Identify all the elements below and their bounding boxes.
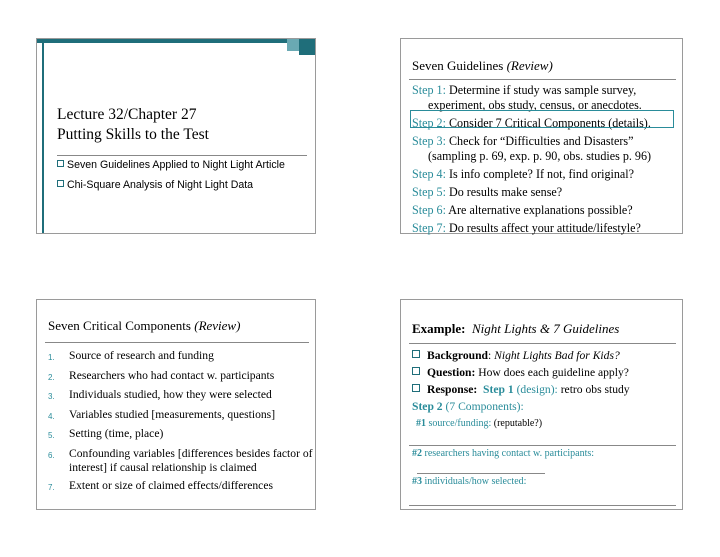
step2-text: (7 Components):: [445, 400, 524, 413]
component-3-label: #3: [412, 476, 422, 487]
heading-text: Seven Guidelines: [412, 58, 504, 73]
bullet-item: [57, 179, 253, 191]
item-text: Confounding variables [differences besides factor of interest] if causal relationship is claimed: [69, 446, 313, 474]
square-bullet-icon: [57, 160, 64, 167]
component-1-label: #1: [416, 418, 426, 429]
step-continuation: (sampling p. 69, exp. p. 90, obs. studies p. 96): [428, 149, 652, 163]
step-item: [412, 185, 682, 200]
heading-bold: Example:: [412, 321, 466, 336]
step-text: Check for “Difficulties and Disasters”: [448, 134, 634, 148]
step-text: Determine if study was sample survey,: [448, 83, 637, 97]
background-text: Night Lights Bad for Kids?: [494, 349, 620, 362]
response-text: retro obs study: [560, 383, 630, 396]
item-text: Extent or size of claimed effects/differences: [69, 478, 273, 492]
heading-italic: (Review): [194, 318, 241, 333]
slide-heading: [412, 321, 619, 337]
component-item: [48, 479, 314, 496]
component-item: [48, 388, 314, 405]
component-2-label: #2: [412, 448, 422, 459]
step-item: [412, 221, 682, 236]
bullet-text: Seven Guidelines Applied to Night Light Article: [67, 159, 285, 171]
step-text: Do results make sense?: [448, 185, 563, 199]
question-item: [412, 364, 682, 381]
component-item: [48, 427, 314, 444]
item-text: Source of research and funding: [69, 349, 214, 362]
step2-item: [412, 398, 682, 415]
item-text: Researchers who had contact w. participants: [69, 368, 275, 382]
heading-text: Seven Critical Components: [48, 318, 191, 333]
title-line-1: Lecture 32/Chapter 27: [57, 106, 197, 123]
slide-seven-guidelines: [400, 38, 683, 234]
square-bullet-icon: [412, 384, 420, 392]
item-text: Individuals studied, how they were selected: [69, 388, 272, 401]
step-item: [412, 134, 682, 164]
step2-label: Step 2: [412, 400, 443, 413]
heading-underline: [409, 343, 676, 344]
step-label: Step 3:: [412, 134, 446, 148]
square-bullet-icon: [412, 367, 420, 375]
background-label: Background: [427, 349, 488, 362]
component-2-item: [412, 448, 594, 459]
response-item: [412, 381, 682, 398]
slide-corner-square-light: [287, 39, 299, 51]
slide-top-bar: [37, 39, 315, 43]
component-item: [48, 369, 314, 386]
slide-title-text: [57, 105, 307, 145]
bullet-item: [57, 159, 285, 171]
step-item: [412, 203, 682, 218]
bottom-line: [409, 505, 676, 506]
item-number: 2.: [48, 372, 55, 382]
components-list: [48, 349, 314, 498]
bullet-text: Chi-Square Analysis of Night Light Data: [67, 179, 254, 191]
step-label: Step 1:: [412, 83, 446, 97]
component-item: [48, 349, 314, 366]
step-item: [412, 83, 682, 113]
component-item: [48, 408, 314, 425]
divider-line: [409, 445, 676, 446]
slide-corner-square: [299, 39, 315, 55]
step-text: Do results affect your attitude/lifestyle?: [448, 221, 641, 235]
response-step: Step 1: [483, 383, 514, 396]
item-number: 4.: [48, 411, 55, 421]
heading-italic: (Review): [506, 58, 553, 73]
component-1-text: source/funding:: [428, 418, 492, 429]
step-label: Step 7:: [412, 221, 446, 235]
response-design: (design):: [516, 383, 558, 396]
heading-italic: Night Lights & 7 Guidelines: [471, 321, 620, 336]
item-number: 3.: [48, 392, 55, 401]
response-label: Response:: [427, 383, 478, 396]
step-2-highlight-box: [410, 110, 674, 128]
slide-heading: [48, 318, 240, 334]
component-3-text: individuals/how selected:: [424, 476, 527, 487]
square-bullet-icon: [57, 180, 64, 187]
step-label: Step 5:: [412, 185, 446, 199]
item-number: 5.: [48, 431, 55, 440]
question-label: Question:: [427, 366, 476, 379]
component-1-item: [412, 415, 682, 432]
component-item: [48, 447, 314, 476]
item-text: Setting (time, place): [69, 427, 164, 440]
component-2-text: researchers having contact w. participants:: [424, 448, 595, 459]
step-label: Step 4:: [412, 167, 446, 181]
component-1-answer: (reputable?): [493, 418, 543, 429]
slide-title: [36, 38, 316, 234]
slide-accent-line: [42, 39, 44, 233]
slide-heading: [412, 58, 553, 74]
heading-underline: [45, 342, 309, 343]
step-item: [412, 167, 682, 182]
component-3-item: [412, 476, 526, 487]
slide-seven-components: [36, 299, 316, 510]
step-text: Consider 7 Critical Components (details).: [448, 116, 651, 130]
background-item: Background: Night Lights Bad for Kids?: [412, 347, 682, 364]
item-number: 1.: [48, 353, 55, 362]
question-text: How does each guideline apply?: [478, 366, 629, 379]
item-text: Variables studied [measurements, questions]: [69, 407, 276, 421]
title-separator: [57, 155, 307, 156]
item-number: 6.: [48, 450, 55, 460]
step-label: Step 2:: [412, 116, 446, 130]
square-bullet-icon: [412, 350, 420, 358]
heading-underline: [409, 79, 676, 80]
slide-example: [400, 299, 683, 510]
step-label: Step 6:: [412, 203, 446, 217]
step-text: Is info complete? If not, find original?: [448, 167, 635, 181]
item-number: 7.: [48, 482, 55, 492]
steps-list: [412, 83, 682, 239]
blank-answer-line: [417, 473, 545, 474]
example-list: [412, 347, 682, 432]
step-text: Are alternative explanations possible?: [448, 203, 633, 217]
title-line-2: Putting Skills to the Test: [57, 126, 209, 143]
step-continuation: experiment, obs study, census, or anecdotes.: [428, 98, 642, 112]
